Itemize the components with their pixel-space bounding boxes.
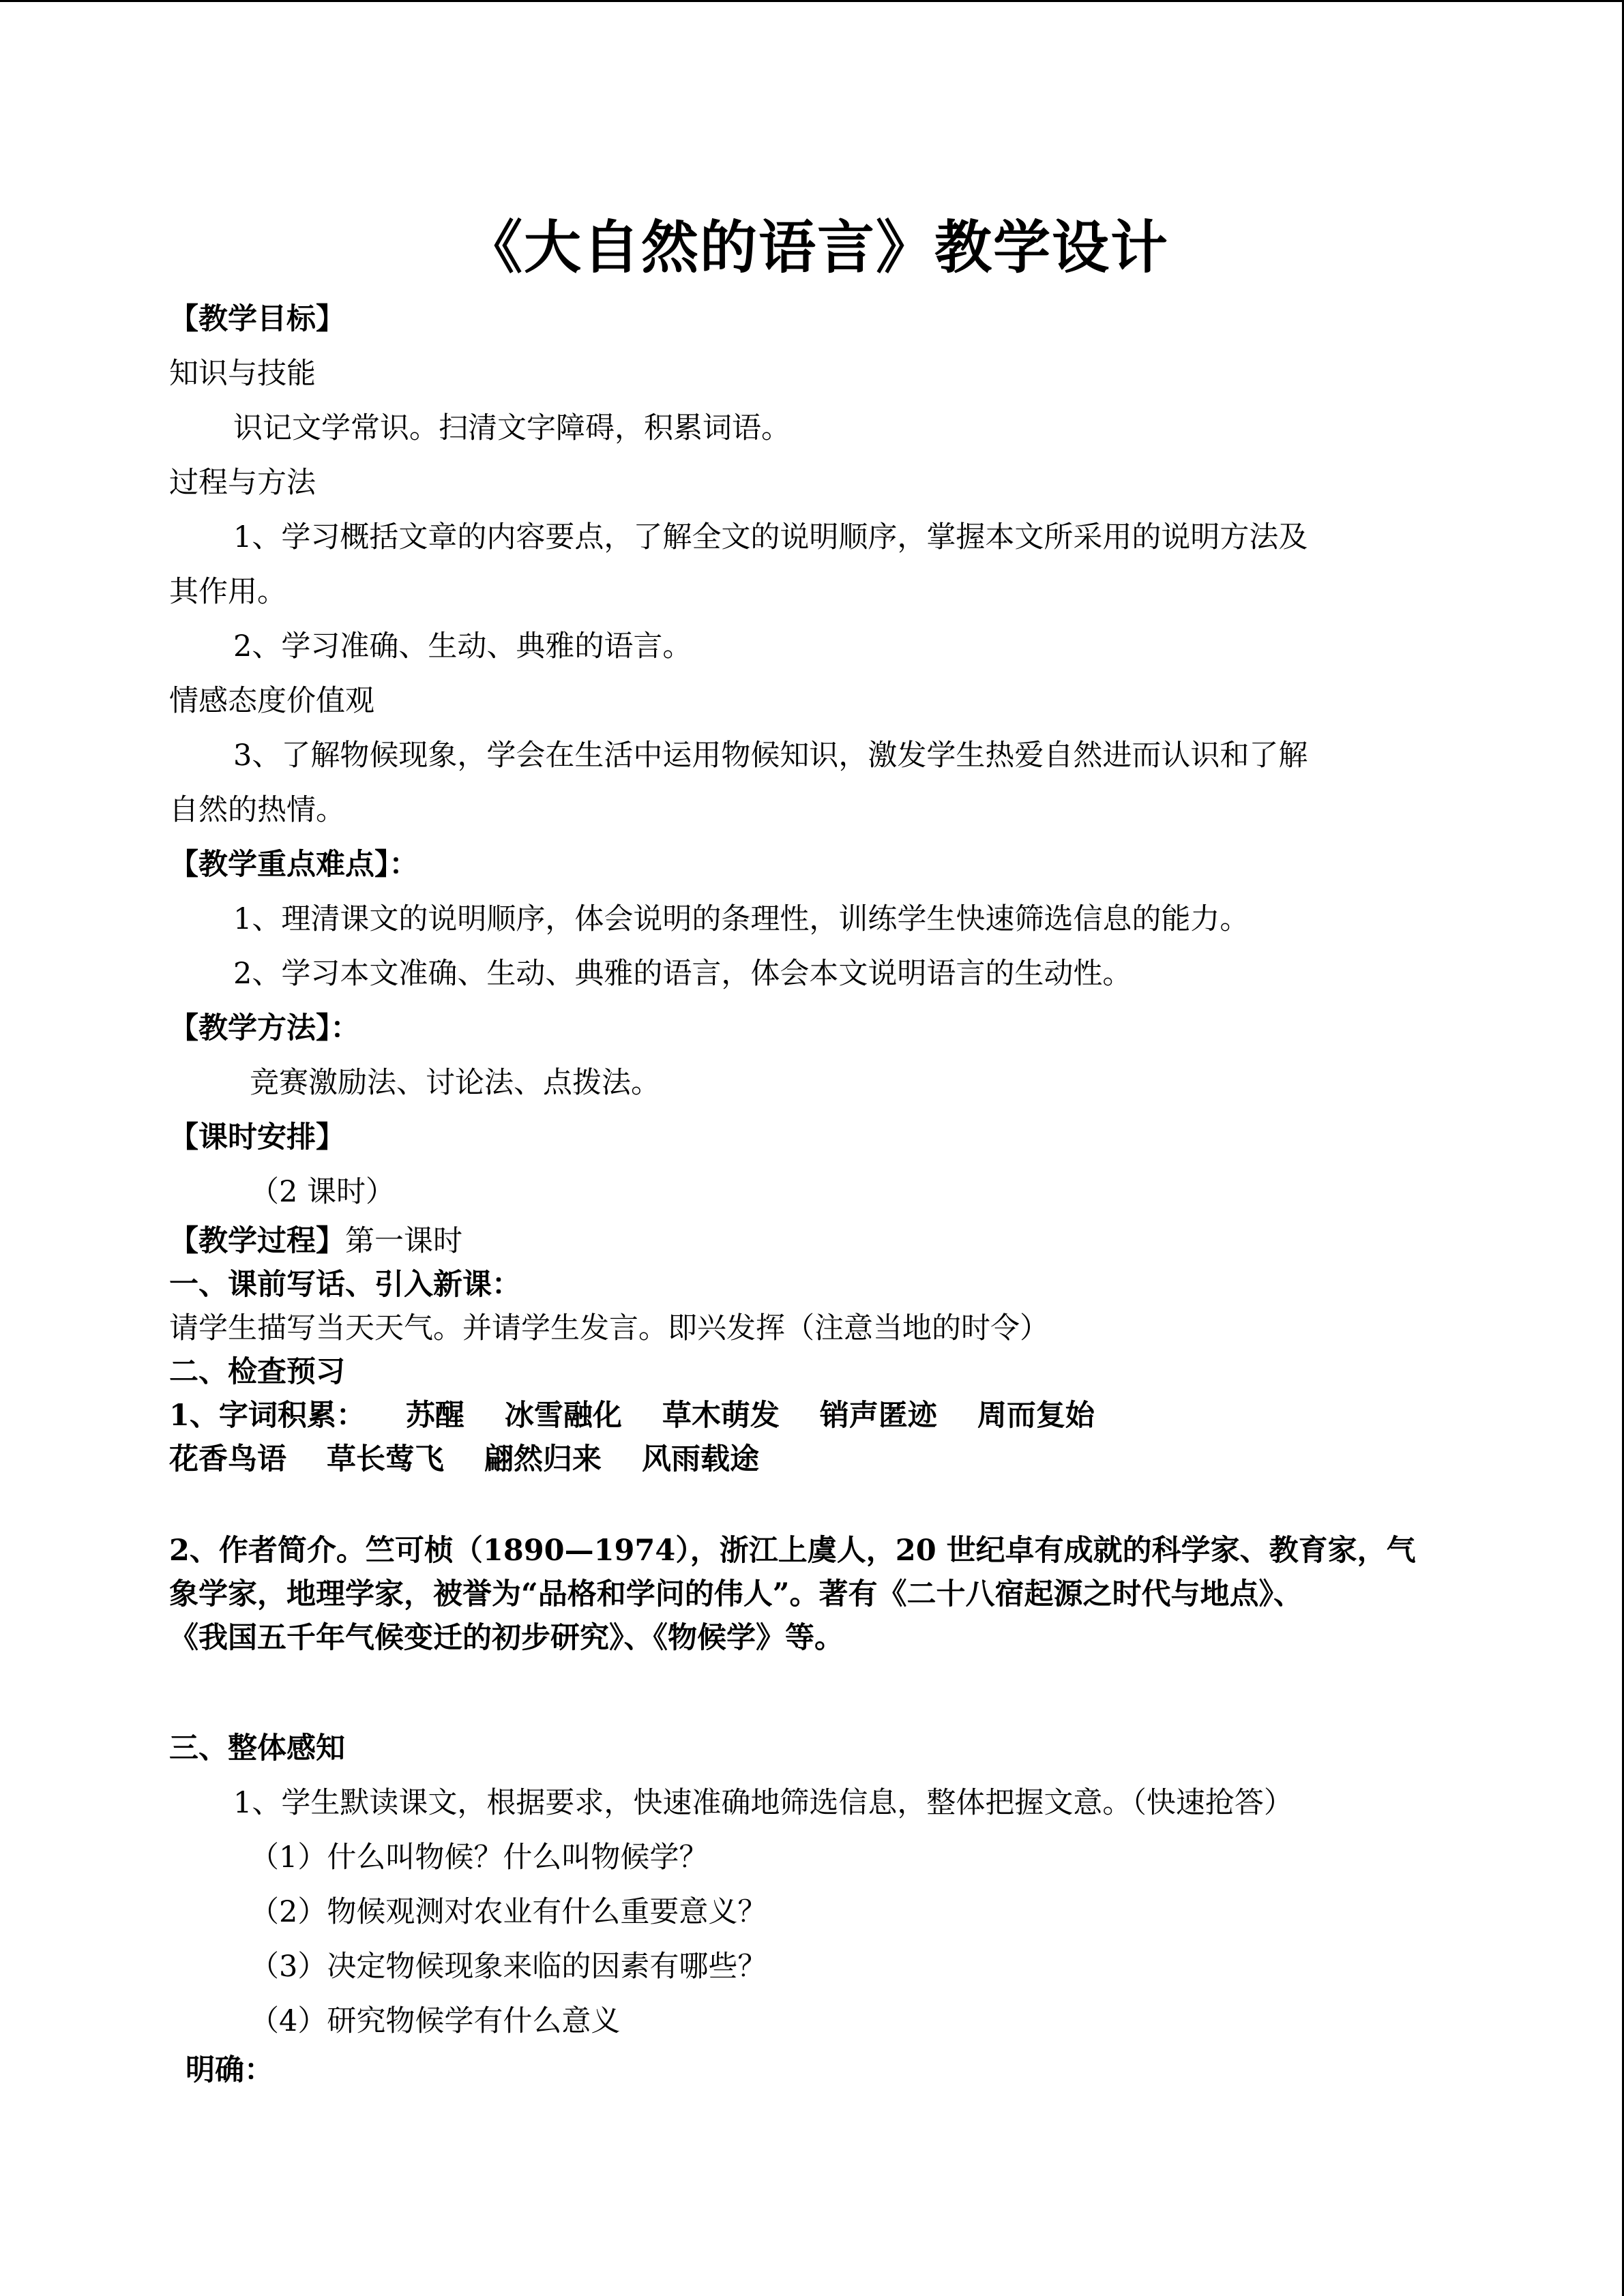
methods-text: 竞赛激励法、讨论法、点拨法。 (250, 1066, 660, 1100)
emotion-item3-line2: 自然的热情。 (169, 793, 345, 827)
vocab-word: 花香鸟语 (169, 1442, 286, 1476)
author-line1: 2、作者简介。竺可桢（1890—1974），浙江上虞人，20 世纪卓有成就的科学家、教育家，气 (169, 1534, 1416, 1568)
vocab-word: 冰雪融化 (504, 1399, 622, 1433)
question-1: （1）什么叫物候？什么叫物候学？ (250, 1840, 709, 1875)
vocab-line1 (169, 1394, 1465, 1437)
emotion-label: 情感态度价值观 (169, 684, 374, 718)
spacer (169, 1481, 1465, 1529)
process-item1-line1: 1、学习概括文章的内容要点，了解全文的说明顺序，掌握本文所采用的说明方法及 (233, 520, 1308, 554)
section3-heading: 三、整体感知 (169, 1731, 345, 1765)
vocab-word: 苏醒 (405, 1399, 464, 1433)
section1-text: 请学生描写当天天气。并请学生发言。即兴发挥（注意当地的时令） (169, 1311, 1049, 1345)
knowledge-label: 知识与技能 (169, 357, 316, 391)
vocab-label: 1、字词积累： (169, 1399, 366, 1433)
teaching-process-heading (169, 1219, 1465, 1263)
objectives-heading: 【教学目标】 (169, 302, 345, 336)
key-points-heading: 【教学重点难点】： (169, 848, 419, 882)
author-line2: 象学家，地理学家，被誉为“品格和学问的伟人”。著有《二十八宿起源之时代与地点》、 (169, 1577, 1303, 1611)
schedule-text: （2 课时） (250, 1175, 396, 1209)
vocab-word: 草木萌发 (662, 1399, 780, 1433)
process-item1-line2: 其作用。 (169, 575, 286, 609)
spacer (169, 1660, 1465, 1721)
teaching-process-suffix: 第一课时 (345, 1224, 462, 1258)
clarify-label: 明确： (186, 2053, 274, 2087)
key-point-2: 2、学习本文准确、生动、典雅的语言，体会本文说明语言的生动性。 (233, 957, 1132, 991)
question-4: （4）研究物候学有什么意义 (250, 2004, 621, 2038)
author-line3: 《我国五千年气候变迁的初步研究》、《物候学》等。 (169, 1621, 844, 1655)
section2-heading: 二、检查预习 (169, 1355, 345, 1389)
teaching-process-label: 【教学过程】 (169, 1224, 345, 1258)
key-point-1: 1、理清课文的说明顺序，体会说明的条理性，训练学生快速筛选信息的能力。 (233, 902, 1250, 936)
emotion-item3-line1: 3、了解物候现象，学会在生活中运用物候知识，激发学生热爱自然进而认识和了解 (233, 739, 1308, 773)
question-2: （2）物候观测对农业有什么重要意义？ (250, 1895, 767, 1929)
methods-heading: 【教学方法】： (169, 1011, 360, 1045)
page-title: 《大自然的语言》教学设计 (464, 214, 1169, 281)
document-body (169, 207, 1465, 2092)
vocab-word: 翩然归来 (484, 1442, 602, 1476)
process-method-label: 过程与方法 (169, 466, 316, 500)
question-3: （3）决定物候现象来临的因素有哪些？ (250, 1950, 767, 1984)
section1-heading: 一、课前写话、引入新课： (169, 1268, 521, 1302)
vocab-word: 销声匿迹 (819, 1399, 937, 1433)
knowledge-text: 识记文学常识。扫清文字障碍，积累词语。 (233, 411, 791, 445)
schedule-heading: 【课时安排】 (169, 1120, 345, 1154)
vocab-line2 (169, 1437, 1465, 1481)
process-item2: 2、学习准确、生动、典雅的语言。 (233, 629, 692, 664)
vocab-word: 风雨载途 (641, 1442, 759, 1476)
vocab-word: 周而复始 (977, 1399, 1095, 1433)
section3-intro: 1、学生默读课文，根据要求，快速准确地筛选信息，整体把握文意。（快速抢答） (233, 1786, 1293, 1820)
vocab-word: 草长莺飞 (326, 1442, 444, 1476)
